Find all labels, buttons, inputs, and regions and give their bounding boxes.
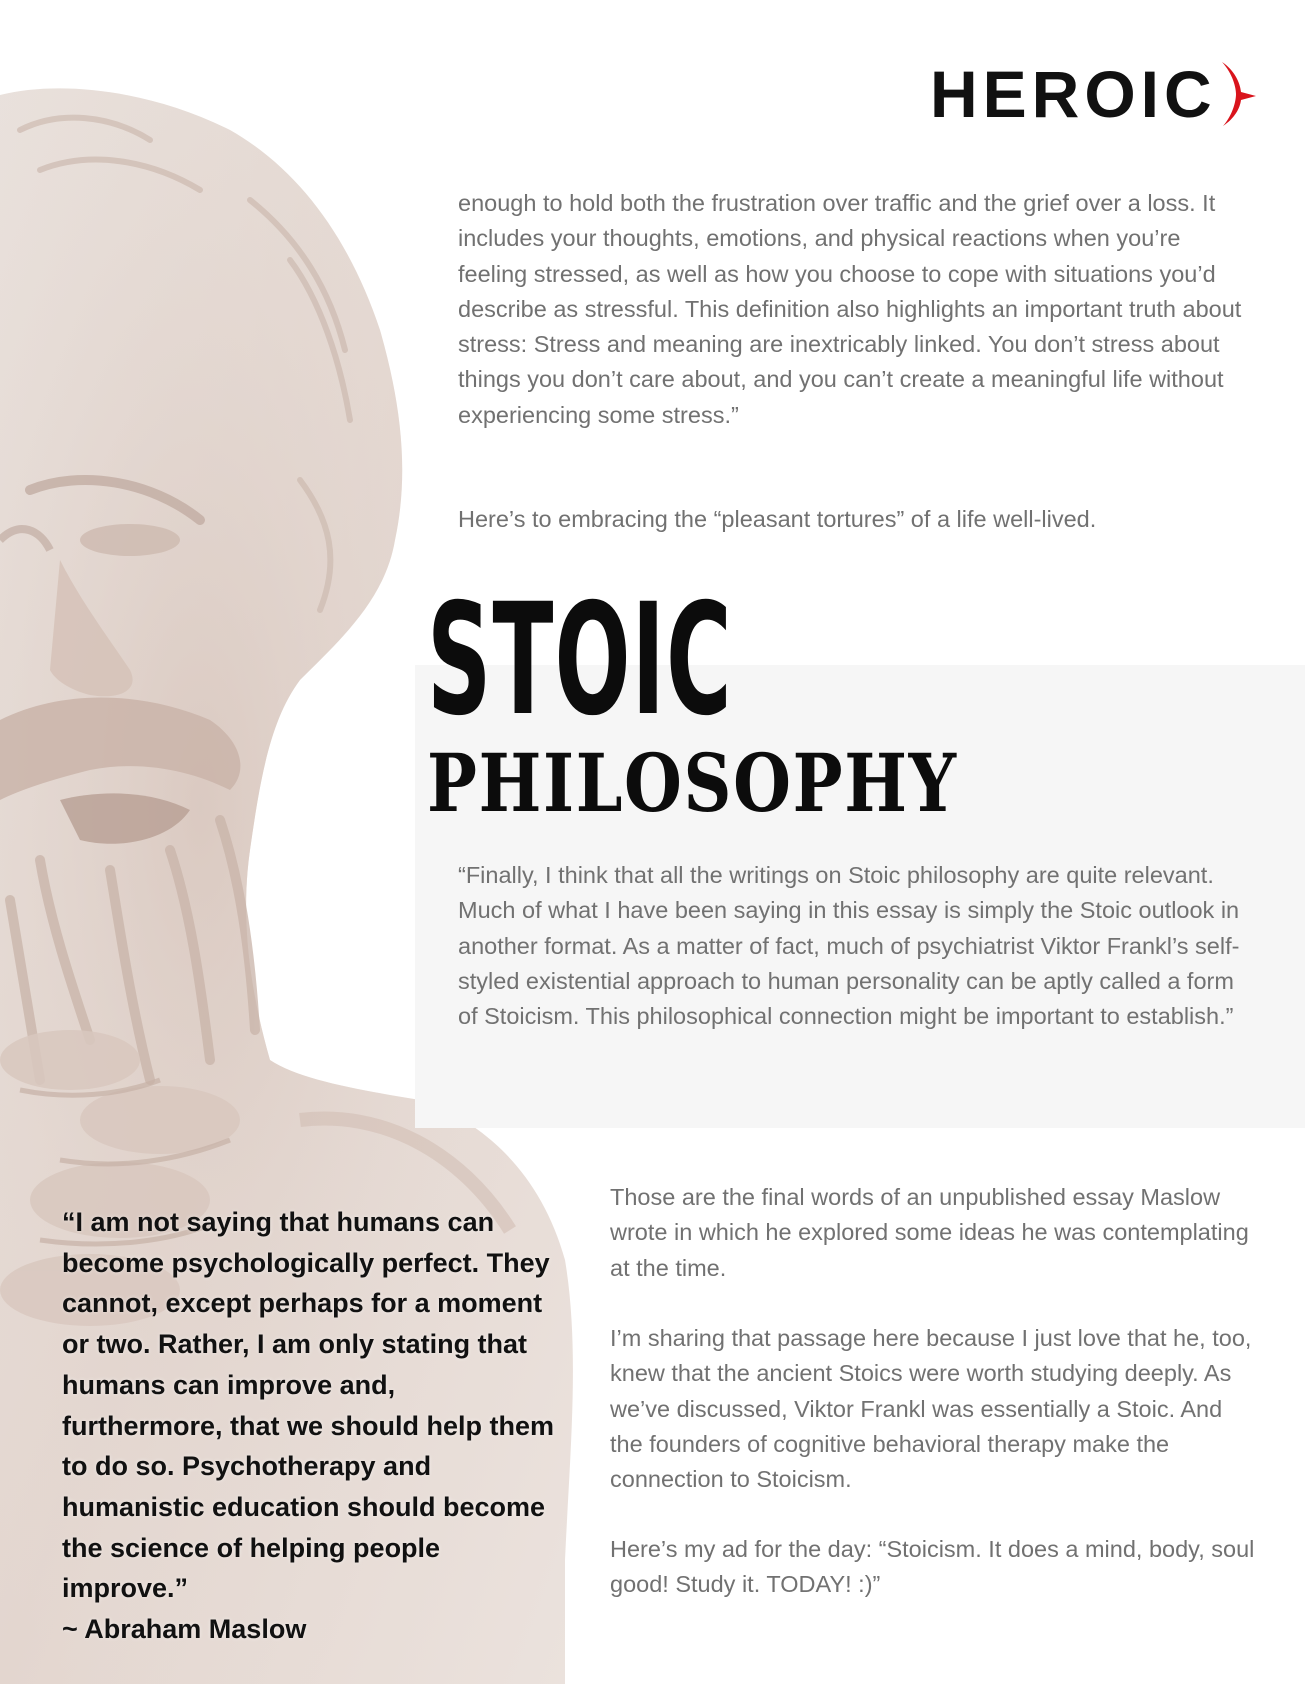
intro-paragraph-1: enough to hold both the frustration over traffic and the grief over a loss. It includes your thoughts, emotions, and physical reactions when you’re feeling stressed, as well as how you choose to cope with situations you’d describe as stressful. This definition also highlights an important truth about stress: Stress and meaning are inextricably linked. You don’t stress about things you don’t care about, and you can’t create a meaningful life without experiencing some stress.” [458, 190, 1242, 428]
maslow-pull-quote [62, 1202, 562, 1650]
maslow-quote-text: “I am not saying that humans can become psychologically perfect. They cannot, except perhaps for a moment or two. Rather, I am only stating that humans can improve and, furthermore, that we should help them to do so. Psychotherapy and humanistic education should become the science of helping people improve.” [62, 1207, 555, 1604]
heading-stoic: STOIC [427, 571, 733, 750]
body-paragraph-1: Those are the final words of an unpublished essay Maslow wrote in which he explored some ideas he was contemplating at the time. [610, 1184, 1249, 1281]
intro-paragraph-2: Here’s to embracing the “pleasant tortures” of a life well-lived. [458, 506, 1097, 532]
heading-philosophy: PHILOSOPHY [427, 736, 958, 830]
stoic-quote-paragraph: “Finally, I think that all the writings on Stoic philosophy are quite relevant. Much of what I have been saying in this essay is simply the Stoic outlook in another format. As a matter of fact, much of psychiatrist Viktor Frankl’s self-styled existential approach to human personality can be aptly called a form of Stoicism. This philosophical connection might be important to establish.” [458, 862, 1240, 1030]
heroic-bird-icon [1219, 58, 1257, 130]
body-paragraph-3: Here’s my ad for the day: “Stoicism. It does a mind, body, soul good! Study it. TODAY! :)” [610, 1536, 1255, 1598]
maslow-quote-attribution: ~ Abraham Maslow [62, 1614, 307, 1645]
brand-name: HEROIC [930, 57, 1217, 131]
heroic-logo [930, 56, 1257, 132]
body-paragraph-2: I’m sharing that passage here because I just love that he, too, knew that the ancient Stoics were worth studying deeply. As we’ve discussed, Viktor Frankl was essentially a Stoic. And the founders of cognitive behavioral therapy make the connection to Stoicism. [610, 1325, 1252, 1493]
